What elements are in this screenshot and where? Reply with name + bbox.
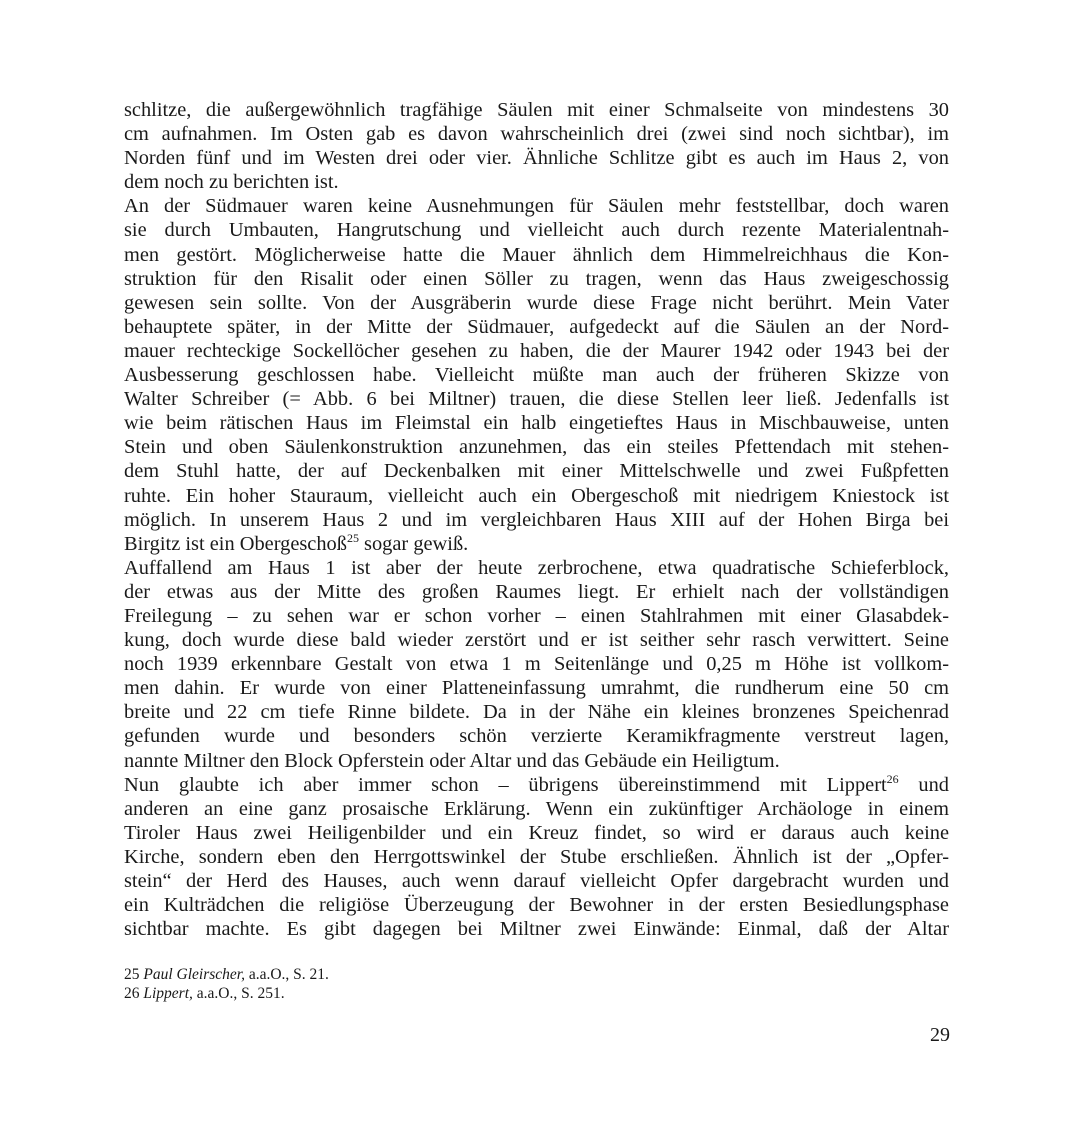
text-line: mauer rechteckige Sockellöcher gesehen zu haben, die der Maurer 1942 oder 1943 bei der <box>124 339 949 362</box>
footnote-author-italic: Paul Gleirscher, <box>143 966 245 983</box>
text-line: Kirche, sondern eben den Herrgottswinkel der Stube erschließen. Ähnlich ist der „Opfer- <box>124 845 949 868</box>
footnote-author <box>143 966 245 983</box>
footnote-text: a.a.O., S. 21. <box>244 966 329 983</box>
text-span: Birgitz ist ein Obergeschoß <box>124 532 347 555</box>
paragraph <box>124 773 949 942</box>
text-line: kung, doch wurde diese bald wieder zerstört und er ist seither sehr rasch verwittert. Seine <box>124 629 949 652</box>
text-line: Norden fünf und im Westen drei oder vier. Ähnliche Schlitze gibt es auch im Haus 2, von <box>124 147 949 170</box>
text-line: gewesen sein sollte. Von der Ausgräberin wurde diese Frage nicht berührt. Mein Vater <box>124 291 949 314</box>
text-line: behauptete später, in der Mitte der Südmauer, aufgedeckt auf die Säulen an der Nord- <box>124 315 949 338</box>
text-line: schlitze, die außergewöhnlich tragfähige Säulen mit einer Schmalseite von mindestens 30 <box>124 99 949 121</box>
text-line: dem noch zu berichten ist. <box>124 171 339 194</box>
text-line: anderen an eine ganz prosaische Erklärung. Wenn ein zukünftiger Archäologe in einem <box>124 797 949 820</box>
text-line: ruhte. Ein hoher Stauraum, vielleicht auch ein Obergeschoß mit niedrigem Kniestock ist <box>124 484 949 507</box>
paragraph <box>124 194 949 555</box>
text-line: stein“ der Herd des Hauses, auch wenn darauf vielleicht Opfer dargebracht wurden und <box>124 870 949 892</box>
text-line: gefunden wurde und besonders schön verzierte Keramikfragmente verstreut lagen, <box>124 725 949 748</box>
text-line: dem Stuhl hatte, der auf Deckenbalken mit einer Mittelschwelle und zwei Fußpfetten <box>124 460 949 483</box>
footnotes <box>124 965 724 1003</box>
text-line: noch 1939 erkennbare Gestalt von etwa 1 m Seitenlänge und 0,25 m Höhe ist vollkom- <box>124 653 949 676</box>
page-number: 29 <box>930 1024 950 1046</box>
text-span: Nun glaubte ich aber immer schon – übrigens übereinstimmend mit Lippert <box>124 773 887 796</box>
text-line: ein Kulträdchen die religiöse Überzeugung der Bewohner in der ersten Besiedlungsphase <box>124 894 949 917</box>
footnote-ref-25[interactable]: 25 <box>346 531 359 545</box>
text-line: Auffallend am Haus 1 ist aber der heute zerbrochene, etwa quadratische Schieferblock, <box>124 556 949 579</box>
paragraph <box>124 556 949 773</box>
text-line: Tiroler Haus zwei Heiligenbilder und ein Kreuz findet, so wird er daraus auch keine <box>124 821 949 844</box>
paragraph <box>124 98 949 194</box>
footnote-number: 26 <box>124 985 140 1002</box>
footnote-25 <box>124 965 724 984</box>
text-line: men dahin. Er wurde von einer Platteneinfassung umrahmt, die rundherum eine 50 cm <box>124 677 949 700</box>
body-text <box>124 98 949 941</box>
text-line: möglich. In unserem Haus 2 und im vergleichbaren Haus XIII auf der Hohen Birga bei <box>124 508 949 531</box>
text-line: sie durch Umbauten, Hangrutschung und vielleicht auch durch rezente Materialentnah- <box>124 219 949 242</box>
text-line: Stein und oben Säulenkonstruktion anzunehmen, das ein steiles Pfettendach mit stehen- <box>124 436 949 459</box>
text-line <box>124 532 949 556</box>
text-line: sichtbar machte. Es gibt dagegen bei Miltner zwei Einwände: Einmal, daß der Altar <box>124 918 949 941</box>
text-line: breite und 22 cm tiefe Rinne bildete. Da in der Nähe ein kleines bronzenes Speichenrad <box>124 701 949 724</box>
text-line: Walter Schreiber (= Abb. 6 bei Miltner) trauen, die diese Stellen leer ließ. Jedenfalls ist <box>124 388 949 411</box>
text-line: wie beim rätischen Haus im Fleimstal ein halb eingetieftes Haus in Mischbauweise, unten <box>124 412 949 435</box>
footnote-author-italic: Lippert, <box>143 985 193 1002</box>
text-line: Ausbesserung geschlossen habe. Vielleicht müßte man auch der früheren Skizze von <box>124 364 949 387</box>
text-line <box>124 773 949 797</box>
footnote-text: a.a.O., S. 251. <box>192 985 285 1002</box>
text-span: sogar gewiß. <box>358 532 469 555</box>
footnote-26 <box>124 984 724 1003</box>
text-line: struktion für den Risalit oder einen Söller zu tragen, wenn das Haus zweigeschossig <box>124 267 949 290</box>
text-span: und <box>898 773 949 796</box>
footnote-ref-26[interactable]: 26 <box>886 772 899 786</box>
text-line: der etwas aus der Mitte des großen Raumes liegt. Er erhielt nach der vollständigen <box>124 580 949 603</box>
footnote-author <box>143 985 193 1002</box>
text-line: men gestört. Möglicherweise hatte die Mauer ähnlich dem Himmelreichhaus die Kon- <box>124 243 949 266</box>
text-line: An der Südmauer waren keine Ausnehmungen für Säulen mehr feststellbar, doch waren <box>124 195 949 218</box>
text-line: nannte Miltner den Block Opferstein oder Altar und das Gebäude ein Heiligtum. <box>124 749 780 772</box>
text-line: cm aufnahmen. Im Osten gab es davon wahrscheinlich drei (zwei sind noch sichtbar), im <box>124 123 949 146</box>
text-line: Freilegung – zu sehen war er schon vorher – einen Stahlrahmen mit einer Glasabdek- <box>124 604 949 627</box>
footnote-number: 25 <box>124 966 140 983</box>
